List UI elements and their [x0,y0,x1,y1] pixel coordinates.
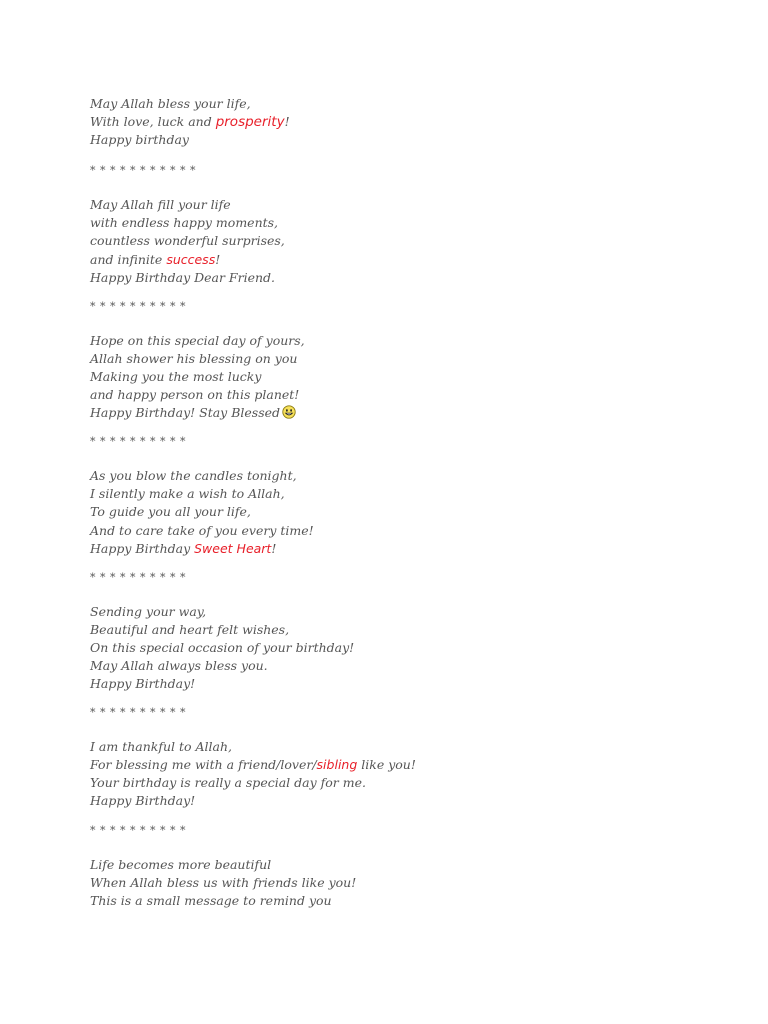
separator: * * * * * * * * * * [90,435,186,449]
stanza-3 [90,332,730,422]
stanza-line [90,251,730,269]
stanza-line: Happy Birthday! [90,793,196,809]
stanza-5 [90,603,730,693]
stanza-line: Hope on this special day of yours, [90,332,305,348]
stanza-line: To guide you all your life, [90,504,251,520]
smiley-face-icon [282,405,296,419]
stanza-line: Beautiful and heart felt wishes, [90,621,290,637]
stanza-line: Sending your way, [90,603,207,619]
stanza-line: On this special occasion of your birthday! [90,639,355,655]
stanza-line [90,113,730,131]
line-text: ! [284,114,290,130]
stanza-7 [90,856,730,910]
separator: * * * * * * * * * * [90,823,186,837]
stanza-4 [90,467,730,557]
stanza-line: May Allah fill your life [90,197,231,213]
separator: * * * * * * * * * * [90,299,186,313]
stanza-line: And to care take of you every time! [90,522,314,538]
line-text: For blessing me with a friend/lover/ [90,757,317,773]
stanza-line: I silently make a wish to Allah, [90,486,285,502]
line-text: ! [215,251,221,267]
stanza-line: I am thankful to Allah, [90,739,233,755]
highlight-word: success [166,251,216,267]
line-text: ! [271,540,277,556]
stanza-line: Happy Birthday Dear Friend. [90,269,276,285]
stanza-line [90,756,730,774]
stanza-line: and happy person on this planet! [90,387,300,403]
line-text: like you! [357,757,416,773]
stanza-line: Allah shower his blessing on you [90,350,298,366]
line-text: Happy Birthday [90,540,195,556]
stanza-line: When Allah bless us with friends like you! [90,874,357,890]
separator: * * * * * * * * * * * [90,164,196,178]
line-text: and infinite [90,251,167,267]
stanza-2 [90,196,730,286]
stanza-line: Your birthday is really a special day for me. [90,775,366,791]
line-text: Happy Birthday! Stay Blessed [90,405,281,421]
stanza-1 [90,95,730,149]
stanza-6 [90,738,730,810]
stanza-line [90,540,730,558]
highlight-word: sibling [316,757,358,773]
stanza-line: May Allah always bless you. [90,657,268,673]
stanza-line: May Allah bless your life, [90,96,251,111]
stanza-line: countless wonderful surprises, [90,233,285,249]
stanza-line: Happy birthday [90,132,189,148]
stanza-line: Making you the most lucky [90,368,262,384]
stanza-line: Happy Birthday! [90,676,196,692]
document-page [90,95,730,910]
highlight-word: Sweet Heart [194,540,272,556]
highlight-word: prosperity [215,114,285,131]
separator: * * * * * * * * * * [90,706,186,720]
stanza-line [90,404,730,422]
stanza-line: with endless happy moments, [90,215,279,231]
stanza-line: This is a small message to remind you [90,892,332,908]
line-text: With love, luck and [90,114,216,130]
stanza-line: As you blow the candles tonight, [90,468,297,484]
stanza-line: Life becomes more beautiful [90,856,272,872]
separator: * * * * * * * * * * [90,570,186,584]
